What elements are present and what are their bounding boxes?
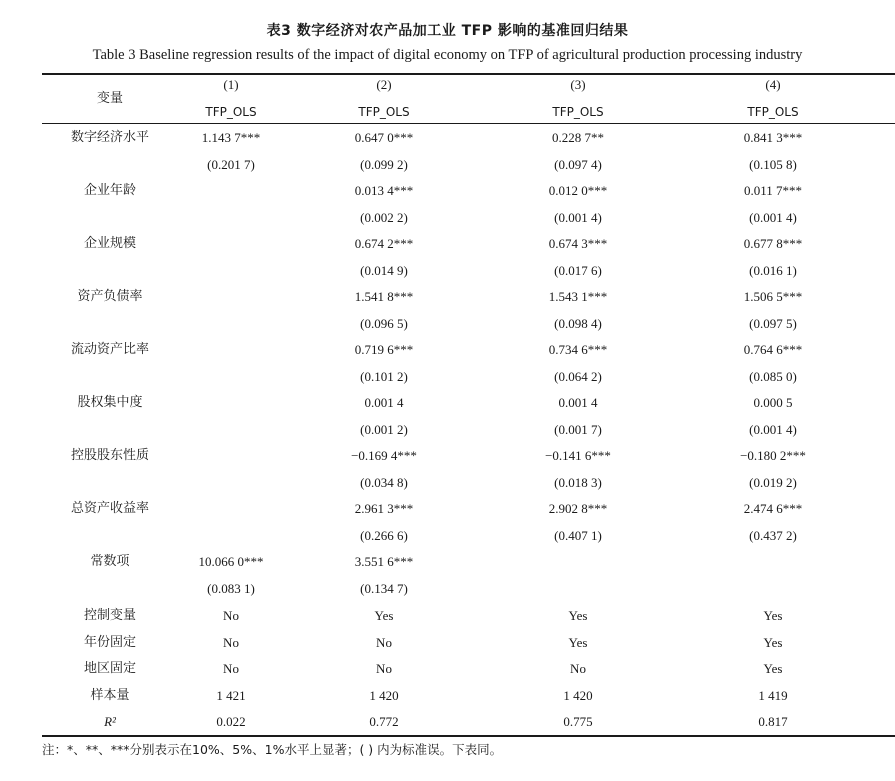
row-label: 控制变量	[83, 608, 137, 623]
coefficient-cell: 10.066 0***	[198, 554, 264, 569]
table-bottom-rule	[42, 735, 895, 737]
std-error-cell: (0.016 1)	[749, 262, 797, 278]
std-error-cell: (0.001 4)	[749, 421, 797, 437]
row-label: 常数项	[90, 554, 130, 569]
header-column-name: TFP_OLS	[205, 105, 257, 119]
header-column-name: TFP_OLS	[747, 105, 799, 119]
coefficient-cell: 0.000 5	[753, 395, 793, 410]
std-error-cell: (0.097 5)	[749, 315, 797, 331]
summary-cell: Yes	[763, 661, 783, 676]
header-column-number: (3)	[570, 77, 586, 92]
coefficient-cell: 0.011 7***	[743, 183, 803, 198]
coefficient-cell: 0.001 4	[558, 395, 598, 410]
coefficient-cell: 2.902 8***	[548, 501, 608, 516]
std-error-cell: (0.017 6)	[554, 262, 602, 278]
row-label: 资产负债率	[77, 289, 143, 304]
std-error-cell: (0.085 0)	[749, 368, 797, 384]
header-column-number: (1)	[223, 77, 239, 92]
summary-cell: Yes	[568, 608, 588, 623]
table-top-rule	[42, 73, 895, 75]
summary-cell: Yes	[763, 634, 783, 650]
std-error-cell: (0.001 4)	[749, 209, 797, 225]
row-label: 企业规模	[83, 236, 137, 251]
row-label: 样本量	[90, 687, 130, 703]
std-error-cell: (0.407 1)	[554, 527, 602, 543]
coefficient-cell: 0.674 3***	[548, 236, 608, 251]
coefficient-cell: 2.961 3***	[354, 501, 414, 516]
summary-cell: No	[376, 661, 392, 676]
header-column-name: TFP_OLS	[358, 105, 410, 119]
summary-cell: No	[223, 661, 239, 676]
row-label: 数字经济水平	[70, 130, 150, 145]
std-error-cell: (0.001 4)	[554, 209, 602, 225]
std-error-cell: (0.437 2)	[749, 527, 797, 543]
summary-cell: 0.772	[369, 714, 399, 729]
row-label: 流动资产比率	[70, 342, 150, 357]
header-column-number: (4)	[765, 77, 781, 92]
std-error-cell: (0.096 5)	[360, 315, 408, 331]
coefficient-cell: 0.001 4	[364, 395, 404, 410]
std-error-cell: (0.201 7)	[207, 156, 255, 172]
std-error-cell: (0.083 1)	[207, 580, 255, 596]
coefficient-cell: 0.647 0***	[354, 130, 414, 145]
coefficient-cell: 1.506 5***	[743, 289, 803, 304]
table-note: 注：*、**、***分别表示在10%、5%、1%水平上显著；( ) 内为标准误。下表同。	[42, 742, 503, 757]
table-title-cn: 表3 数字经济对农产品加工业 TFP 影响的基准回归结果	[266, 23, 629, 39]
std-error-cell: (0.134 7)	[360, 580, 408, 596]
row-label: 股权集中度	[77, 395, 143, 410]
summary-cell: 1 419	[758, 687, 788, 703]
std-error-cell: (0.097 4)	[554, 156, 602, 172]
summary-cell: 1 420	[369, 687, 399, 703]
std-error-cell: (0.101 2)	[360, 368, 408, 384]
summary-cell: 0.775	[563, 714, 593, 729]
coefficient-cell: 0.734 6***	[548, 342, 608, 357]
summary-cell: No	[376, 634, 392, 650]
coefficient-cell: 0.674 2***	[354, 236, 414, 251]
row-label: 企业年龄	[83, 183, 137, 198]
std-error-cell: (0.018 3)	[554, 474, 602, 490]
summary-cell: No	[223, 634, 239, 650]
summary-cell: Yes	[568, 634, 588, 650]
std-error-cell: (0.064 2)	[554, 368, 602, 384]
summary-cell: 1 421	[216, 687, 246, 703]
header-variable-label: 变量	[96, 91, 124, 106]
row-label: 地区固定	[83, 661, 137, 676]
coefficient-cell: 0.841 3***	[743, 130, 803, 145]
header-column-number: (2)	[376, 77, 392, 92]
table-title-en: Table 3 Baseline regression results of the impact of digital economy on TFP of agricultural production processing industry	[92, 47, 803, 63]
std-error-cell: (0.001 7)	[554, 421, 602, 437]
summary-cell: 0.817	[758, 714, 788, 729]
summary-cell: Yes	[763, 608, 783, 623]
row-label: 控股股东性质	[70, 448, 150, 463]
std-error-cell: (0.034 8)	[360, 474, 408, 490]
coefficient-cell: 0.013 4***	[354, 183, 414, 198]
summary-cell: No	[223, 608, 239, 623]
std-error-cell: (0.266 6)	[360, 527, 408, 543]
coefficient-cell: 1.541 8***	[354, 289, 414, 304]
std-error-cell: (0.001 2)	[360, 421, 408, 437]
coefficient-cell: −0.141 6***	[545, 448, 611, 463]
coefficient-cell: 2.474 6***	[743, 501, 803, 516]
coefficient-cell: 0.719 6***	[354, 342, 414, 357]
row-label: 年份固定	[83, 634, 137, 650]
summary-cell: 1 420	[563, 687, 593, 703]
coefficient-cell: −0.180 2***	[740, 448, 806, 463]
row-label: 总资产收益率	[70, 501, 150, 516]
std-error-cell: (0.014 9)	[360, 262, 408, 278]
std-error-cell: (0.105 8)	[749, 156, 797, 172]
coefficient-cell: 0.012 0***	[548, 183, 608, 198]
coefficient-cell: −0.169 4***	[351, 448, 417, 463]
coefficient-cell: 1.143 7***	[201, 130, 261, 145]
coefficient-cell: 0.228 7**	[552, 130, 604, 145]
r-squared-label: R²	[104, 714, 116, 729]
std-error-cell: (0.098 4)	[554, 315, 602, 331]
coefficient-cell: 0.764 6***	[743, 342, 803, 357]
summary-cell: Yes	[374, 608, 394, 623]
summary-cell: 0.022	[216, 714, 246, 729]
summary-cell: No	[570, 661, 586, 676]
std-error-cell: (0.002 2)	[360, 209, 408, 225]
table-header-rule	[42, 123, 895, 124]
coefficient-cell: 1.543 1***	[548, 289, 608, 304]
coefficient-cell: 3.551 6***	[354, 554, 414, 569]
std-error-cell: (0.019 2)	[749, 474, 797, 490]
std-error-cell: (0.099 2)	[360, 156, 408, 172]
coefficient-cell: 0.677 8***	[743, 236, 803, 251]
header-column-name: TFP_OLS	[552, 105, 604, 119]
